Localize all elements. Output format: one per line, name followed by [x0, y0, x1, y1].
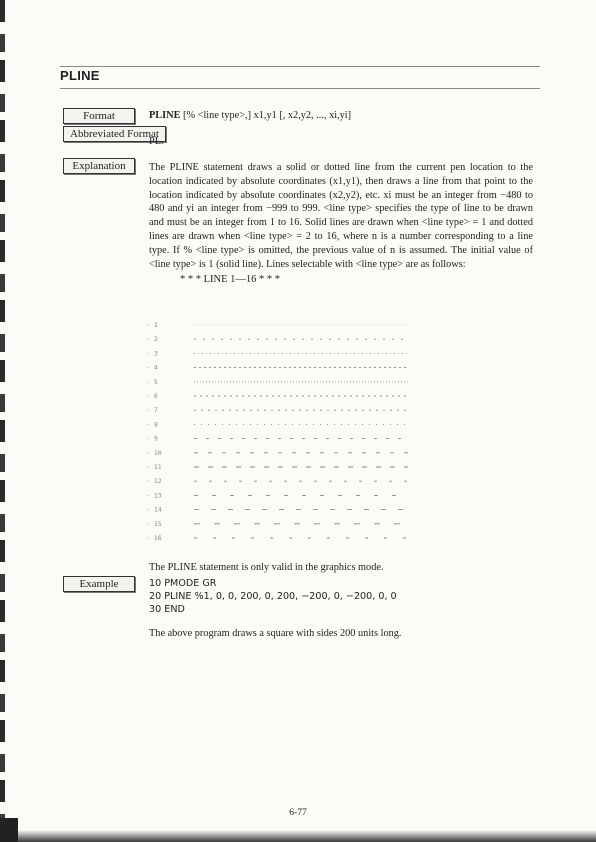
line-type-label: · 12: [146, 477, 162, 486]
line-type-label: · 15: [146, 519, 162, 528]
heading-rule-bottom: [60, 88, 540, 89]
format-label: Format: [63, 108, 135, 124]
line-type-label: · 5: [146, 377, 158, 386]
syntax-line: [149, 109, 351, 123]
line-type-label: · 13: [146, 491, 162, 500]
line-type-label: · 14: [146, 505, 162, 514]
abbreviated-format-text: PL.: [149, 136, 164, 147]
line-type-label: · 11: [146, 463, 162, 471]
line-type-label: · 7: [146, 406, 158, 415]
line-type-label: · 8: [146, 420, 158, 429]
page-number: 6-77: [289, 807, 307, 818]
line-type-label: · 6: [146, 392, 158, 400]
line-type-label: · 2: [146, 335, 158, 344]
line-type-samples: [144, 316, 414, 550]
line-type-label: · 9: [146, 434, 158, 443]
line-type-samples-graphic: [144, 316, 414, 550]
syntax-arguments: [% <line type>,] x1,y1 [, x2,y2, ..., xi,yi]: [180, 110, 352, 121]
page-binding-edge: [0, 0, 5, 842]
page-bottom-corner: [0, 818, 18, 842]
line-type-label: · 16: [146, 534, 162, 542]
code-line: 20 PLINE %1, 0, 0, 200, 0, 200, −200, 0, −200, 0, 0: [149, 591, 397, 602]
page-heading: PLINE: [60, 68, 100, 83]
line-type-label: · 1: [146, 321, 158, 329]
example-label: Example: [63, 576, 135, 592]
line-type-label: · 4: [146, 363, 158, 372]
code-line: 10 PMODE GR: [149, 578, 217, 589]
graphics-mode-note: The PLINE statement is only valid in the graphics mode.: [149, 562, 384, 573]
line-types-title: * * * LINE 1—16 * * *: [180, 274, 281, 285]
example-description: The above program draws a square with sides 200 units long.: [149, 628, 402, 639]
explanation-label: Explanation: [63, 158, 135, 174]
abbreviated-format-label: Abbreviated Format: [63, 126, 166, 142]
example-code: [149, 577, 397, 616]
heading-rule-top: [60, 66, 540, 67]
syntax-keyword: PLINE: [149, 110, 181, 121]
code-line: 30 END: [149, 604, 185, 615]
explanation-paragraph: The PLINE statement draws a solid or dotted line from the current pen location to the location indicated by absolute coordinates (x1,y1), then draws a line from that point to the location indicated by absolute coordinates (x2,y2), etc. xi must be an integer from −480 to 480 and yi an integer from −999 to 999. <line type> specifies the type of line to be drawn and must be an integer from 1 to 16. Solid lines are drawn when <line type> = 1 and dotted lines are drawn when <line type> = 2 to 16, where n is a number corresponding to a line type. If % <line type> is omitted, the previous value of n is assumed. The initial value of <line type> is 1 (solid line). Lines selectable with <line type> are as follows:: [149, 162, 533, 270]
line-type-label: · 10: [146, 448, 162, 457]
page-bottom-shadow: [0, 830, 596, 842]
line-type-label: · 3: [146, 349, 158, 358]
